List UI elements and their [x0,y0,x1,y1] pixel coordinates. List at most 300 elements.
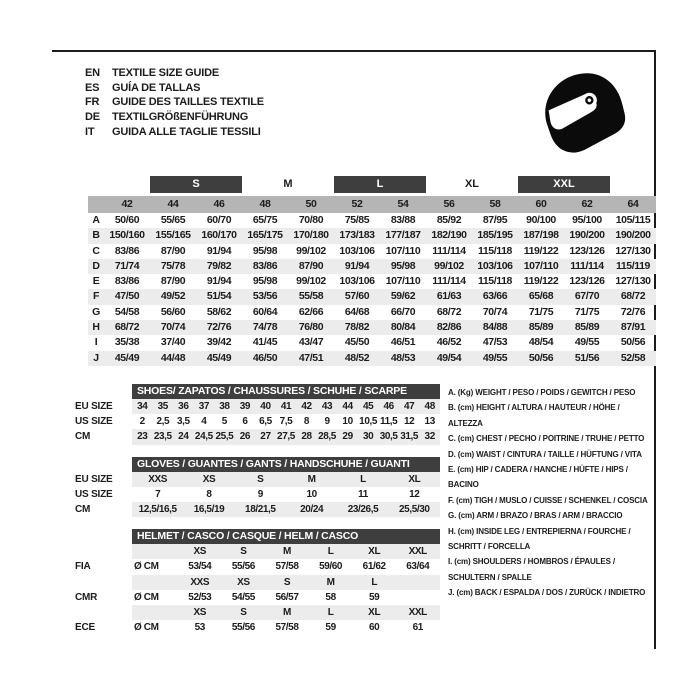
shoes-rows [75,399,440,445]
helmet-size-label: L [371,576,378,588]
measurement-row [88,259,656,274]
measurement-value: 107/110 [523,259,559,272]
helmet-size-label: XL [368,546,381,558]
helmet-size-label: S [240,546,247,558]
unit-cell: Ø CM [134,561,159,573]
language-row [85,95,264,110]
measurement-value: 83/88 [390,214,416,226]
measurement-value: 47/50 [114,290,140,303]
size-value: 28,5 [318,431,336,443]
helmet-size-label: XS [193,546,207,558]
measurement-value: 85/89 [528,321,554,334]
shoes-row [75,429,440,444]
measurement-value: 61/63 [436,290,462,303]
gloves-values [132,472,440,487]
row-letter: F [92,290,99,303]
measurement-value: 87/95 [482,214,508,226]
measurement-row [88,244,656,259]
helmet-size-value: 52/53 [188,591,212,603]
size-value: 10 [306,488,317,500]
measurement-value: 50/56 [620,336,646,349]
helmet-size-label [396,575,440,590]
size-value: 38 [219,401,230,412]
size-value: 13 [424,416,435,428]
size-value: 11,5 [379,416,398,428]
size-group-label: M [283,178,293,190]
size-number: 48 [259,198,271,210]
helmet-size-row [75,575,440,590]
size-value: 8 [206,488,212,500]
helmet-sizes [132,544,440,559]
gloves-section [75,457,440,518]
gloves-values [132,487,440,502]
size-value: 6,5 [259,416,272,428]
row-label: US SIZE [75,488,113,500]
measurement-value: 43/47 [298,336,324,349]
helmet-size-label: XS [193,606,207,618]
helmet-value-row [75,590,440,605]
gloves-section-header: GLOVES / GUANTES / GANTS / HANDSCHUHE / GUANTI [132,457,440,472]
size-group-spacer [88,176,150,196]
language-title: GUIDA ALLE TAGLIE TESSILI [112,125,261,138]
helmet-sizes [132,605,440,620]
measurement-legend [448,385,654,601]
measurement-value: 47/51 [298,351,324,364]
helmet-size-label: S [240,606,247,618]
measurement-value: 170/180 [293,229,329,242]
measurement-value: 64/68 [344,305,370,318]
racing-helmet-icon [534,66,634,166]
size-value: 25,5 [215,431,234,443]
measurement-value: 127/130 [615,244,651,257]
size-number: 62 [581,198,593,210]
measurement-value: 63/66 [482,290,508,303]
helmet-size-value: 59 [369,591,380,603]
measurement-value: 67/70 [574,290,600,303]
measurement-value: 79/82 [206,259,232,272]
measurement-value: 83/86 [114,244,140,257]
size-value: 47 [404,401,415,412]
size-value: 7 [155,488,161,500]
measurement-value: 119/122 [523,244,559,257]
frame-top-border [52,50,656,52]
row-label: EU SIZE [75,401,113,412]
size-value: S [257,473,264,485]
size-value: 3,5 [176,416,190,428]
size-value: 23/26,5 [347,503,379,515]
helmet-size-value: 63/64 [406,561,430,573]
helmet-section [75,529,440,635]
measurement-value: 111/114 [432,275,466,288]
legend-item: H. (cm) INSIDE LEG / ENTREPIERNA / FOURCHE / SCHRITT / FORCELLA [448,526,631,552]
size-number: 52 [351,198,363,210]
measurement-value: 99/102 [296,275,326,288]
measurement-row [88,335,656,350]
measurement-value: 107/110 [385,244,421,257]
size-value: 23 [137,431,148,443]
language-code: ES [85,81,100,94]
size-value: 2,5 [156,416,170,428]
language-code: DE [85,111,100,124]
measurement-value: 56/60 [160,305,186,318]
measurement-row [88,320,656,335]
measurement-value: 72/76 [620,305,646,318]
size-value: 43 [321,401,333,412]
gloves-row [75,472,440,487]
measurement-value: 49/55 [482,351,508,364]
size-value: 28 [301,431,312,443]
standard-label: CMR [75,591,98,603]
measurement-value: 83/86 [114,275,140,288]
measurement-value: 35/38 [114,336,140,349]
helmet-size-label: XXL [408,606,427,618]
measurement-value: 115/118 [478,275,512,288]
measurement-value: 111/114 [432,244,466,257]
measurement-value: 95/100 [572,214,602,226]
size-band-row [88,196,656,213]
measurement-value: 182/190 [431,229,467,242]
measurement-value: 190/200 [615,229,651,242]
unit-cell [132,605,178,620]
size-value: 9 [324,416,330,428]
measurement-value: 91/94 [206,275,232,288]
language-row [85,110,264,125]
size-value: 27,5 [277,431,295,443]
legend-item: G. (cm) ARM / BRAZO / BRAS / ARM / BRACCIO [448,511,623,521]
measurement-value: 45/50 [344,336,370,349]
measurement-value: 85/92 [436,214,462,226]
measurement-value: 44/48 [160,351,186,364]
size-number: 44 [167,198,179,210]
size-value: 11 [358,488,368,500]
helmet-values [132,559,440,574]
size-number: 60 [535,198,547,210]
helmet-size-value: 55/56 [231,622,255,634]
measurement-value: 165/175 [247,229,283,242]
measurement-value: 105/115 [615,214,651,226]
measurement-value: 82/86 [436,321,462,334]
measurement-value: 55/65 [160,214,186,226]
measurement-value: 41/45 [252,336,278,349]
language-title: TEXTILGRÖßENFÜHRUNG [112,111,249,124]
helmet-size-value: 53/54 [188,561,212,573]
helmet-rows [75,544,440,635]
row-label [75,605,132,620]
helmet-section-header: HELMET / CASCO / CASQUE / HELM / CASCO [132,529,440,544]
measurement-row [88,228,656,243]
measurement-value: 87/90 [298,259,324,272]
row-letter: B [92,229,100,242]
size-group-header-row [88,176,656,196]
measurement-value: 75/85 [344,214,370,226]
helmet-size-label: L [327,546,334,558]
measurement-value: 103/106 [339,275,375,288]
measurement-value: 57/60 [344,290,370,303]
language-code: FR [85,96,100,109]
measurement-value: 173/183 [339,229,375,242]
measurement-value: 95/98 [252,244,278,257]
size-number: 64 [627,198,639,210]
measurement-value: 71/74 [114,259,140,272]
unit-cell [132,544,178,559]
unit-cell: Ø CM [134,622,159,634]
helmet-size-label: XXS [190,576,210,588]
measurement-value: 50/56 [528,351,554,364]
measurement-value: 46/50 [252,351,278,364]
size-value: 7,5 [279,416,293,428]
helmet-size-row [75,544,440,559]
helmet-size-value: 55/56 [231,561,255,573]
size-group-label: XXL [518,176,610,193]
helmet-size-value: 59 [325,622,336,634]
language-title: GUÍA DE TALLAS [112,81,201,94]
measurement-value: 150/160 [109,229,145,242]
helmet-size-label: M [326,576,335,588]
measurement-value: 50/60 [114,214,140,226]
size-number: 42 [121,198,133,210]
measurement-value: 90/100 [526,214,556,226]
measurement-value: 47/53 [482,336,508,349]
size-value: XXS [148,473,168,485]
measurement-value: 107/110 [385,275,421,288]
measurement-value: 119/122 [523,275,559,288]
size-value: 12 [409,488,420,500]
measurement-value: 45/49 [206,351,232,364]
size-value: 20/24 [300,503,324,515]
helmet-size-value: 57/58 [275,561,299,573]
shoes-values [132,414,440,429]
band-spacer [88,196,104,213]
measurement-value: 55/58 [298,290,324,303]
row-letter: H [92,321,100,334]
size-value: 10,5 [359,416,378,428]
helmet-size-label: S [283,576,291,588]
measurement-value: 91/94 [206,244,232,257]
measurement-value: 49/54 [436,351,462,364]
row-letter: E [92,275,100,288]
shoes-section-header: SHOES/ ZAPATOS / CHAUSSURES / SCHUHE / SCARPE [132,384,440,399]
helmet-size-row [75,605,440,620]
measurement-row [88,274,656,289]
measurement-value: 123/126 [569,275,605,288]
measurement-value: 78/82 [344,321,370,334]
measurement-value: 62/66 [298,305,324,318]
size-group-label: XL [464,178,480,190]
language-title: TEXTILE SIZE GUIDE [112,67,220,80]
size-value: XL [408,473,421,485]
measurement-value: 51/54 [206,290,232,303]
measurement-value: 72/76 [206,321,232,334]
measurement-value: 68/72 [436,305,462,318]
size-value: 23,5 [153,431,172,443]
helmet-size-value: 56/57 [275,591,299,603]
measurement-value: 111/114 [570,259,604,272]
helmet-values [132,590,440,605]
size-value: 27 [260,431,271,443]
measurement-value: 39/42 [206,336,232,349]
measurement-value: 66/70 [390,305,416,318]
size-value: 34 [137,401,148,412]
measurement-value: 65/75 [252,214,278,226]
helmet-size-value: 59/60 [319,561,343,573]
size-group-label: L [334,176,426,193]
measurement-value: 99/102 [296,244,326,257]
size-value: 36 [178,401,189,412]
language-title: GUIDE DES TAILLES TEXTILE [112,96,264,109]
measurement-value: 75/78 [160,259,186,272]
gloves-row [75,502,440,517]
measurement-value: 84/88 [482,321,508,334]
measurement-value: 49/55 [574,336,600,349]
size-number: 50 [305,198,317,210]
standard-label: FIA [75,561,91,573]
size-value: 26 [239,431,251,443]
helmet-size-value: 61/62 [362,561,386,573]
row-label [75,575,132,590]
measurement-value: 46/51 [390,336,416,349]
language-row [85,124,264,139]
size-value: 16,5/19 [193,503,225,515]
size-value: 2 [139,416,145,428]
measurement-value: 58/62 [206,305,232,318]
measurement-value: 70/74 [160,321,186,334]
measurement-value: 103/106 [339,244,375,257]
helmet-size-value: 54/55 [231,591,255,603]
helmet-size-value: 58 [325,591,336,603]
size-value: 37 [198,401,210,412]
size-value: 24 [178,431,189,443]
row-letter: D [92,259,100,272]
measurement-row [88,351,656,366]
row-letter: I [94,336,98,349]
measurement-value: 74/78 [252,321,278,334]
legend-item: D. (cm) WAIST / CINTURA / TAILLE / HÜFTUNG / VITA [448,449,642,459]
legend-item: A. (Kg) WEIGHT / PESO / POIDS / GEWITCH / PESO [448,388,636,397]
measurement-value: 160/170 [201,229,237,242]
measurement-value: 91/94 [344,259,370,272]
measurement-value: 87/90 [160,275,186,288]
measurement-value: 155/165 [155,229,191,242]
measurement-value: 115/119 [616,259,650,272]
legend-item: B. (cm) HEIGHT / ALTURA / HAUTEUR / HÖHE / ALTEZZA [448,403,620,428]
size-value: 41 [280,401,292,412]
measurement-value: 46/52 [436,336,462,349]
legend-item: I. (cm) SHOULDERS / HOMBROS / ÉPAULES / SCHULTERN / SPALLE [448,557,615,582]
size-value: 42 [301,401,312,412]
row-letter: J [93,351,99,364]
measurement-value: 60/70 [206,214,232,226]
measurement-value: 59/62 [390,290,416,303]
size-value: 30 [362,431,374,443]
size-value: 12 [404,416,415,428]
language-title-list [85,66,264,139]
size-value: L [360,473,366,485]
size-value: M [307,473,316,485]
unit-cell [132,575,178,590]
measurement-value: 45/49 [114,351,140,364]
measurement-value: 70/74 [482,305,508,318]
measurement-value: 85/89 [574,321,600,334]
shoes-row [75,414,440,429]
size-value: 5 [221,416,227,428]
measurement-value: 123/126 [569,244,605,257]
size-value: 46 [383,401,394,412]
helmet-size-value: 53 [194,622,205,634]
legend-item: J. (cm) BACK / ESPALDA / DOS / ZURÜCK / INDIETRO [448,588,646,598]
measurement-value: 87/90 [160,244,186,257]
size-value: 6 [242,416,248,428]
size-number: 56 [443,198,455,210]
measurement-value: 52/58 [620,351,646,364]
helmet-size-value [396,590,440,605]
row-letter: G [92,305,100,318]
shoes-row [75,399,440,414]
measurement-value: 54/58 [114,305,140,318]
measurement-value: 80/84 [390,321,416,334]
shoes-values [132,399,440,414]
measurement-value: 65/68 [528,290,554,303]
size-value: 45 [362,401,374,412]
measurement-value: 51/56 [574,351,600,364]
size-group-spacer [610,176,656,196]
size-value: 29 [342,431,353,443]
size-value: 39 [239,401,251,412]
size-value: 9 [257,488,263,500]
measurement-value: 115/118 [478,244,512,257]
helmet-size-value: 61 [412,622,423,634]
size-number: 58 [489,198,501,210]
language-row [85,66,264,81]
size-group-label: S [150,176,242,193]
helmet-size-label: XS [237,576,250,588]
size-value: 30,5 [379,431,398,443]
measurement-value: 48/54 [528,336,554,349]
size-value: 40 [260,401,271,412]
helmet-size-value: 60 [369,622,380,634]
gloves-rows [75,472,440,518]
measurement-value: 87/91 [620,321,646,334]
language-code: EN [85,67,100,80]
measurement-value: 177/187 [385,229,421,242]
measurement-row [88,213,656,228]
measurement-value: 48/53 [390,351,416,364]
measurement-row [88,289,656,304]
shoes-section [75,384,440,445]
measurement-value: 99/102 [434,259,464,272]
size-value: 24,5 [194,431,213,443]
helmet-value-row [75,559,440,574]
helmet-size-label: M [283,546,291,558]
helmet-value-row [75,620,440,635]
measurement-value: 48/52 [344,351,370,364]
size-value: 25,5/30 [399,503,430,515]
measurement-value: 37/40 [160,336,186,349]
measurement-value: 53/56 [252,290,278,303]
size-value: 8 [303,416,310,428]
size-value: XS [202,473,216,485]
measurement-value: 49/52 [160,290,186,303]
helmet-size-value: 57/58 [275,622,299,634]
measurement-value: 190/200 [569,229,605,242]
legend-item: E. (cm) HIP / CADERA / HANCHE / HÜFTE / HIPS / BACINO [448,465,628,490]
measurement-value: 71/75 [574,305,600,318]
helmet-sizes [132,575,440,590]
size-value: 18/21,5 [245,503,276,515]
measurement-value: 95/98 [390,259,416,272]
size-number: 54 [397,198,409,210]
language-row [85,81,264,96]
gloves-row [75,487,440,502]
